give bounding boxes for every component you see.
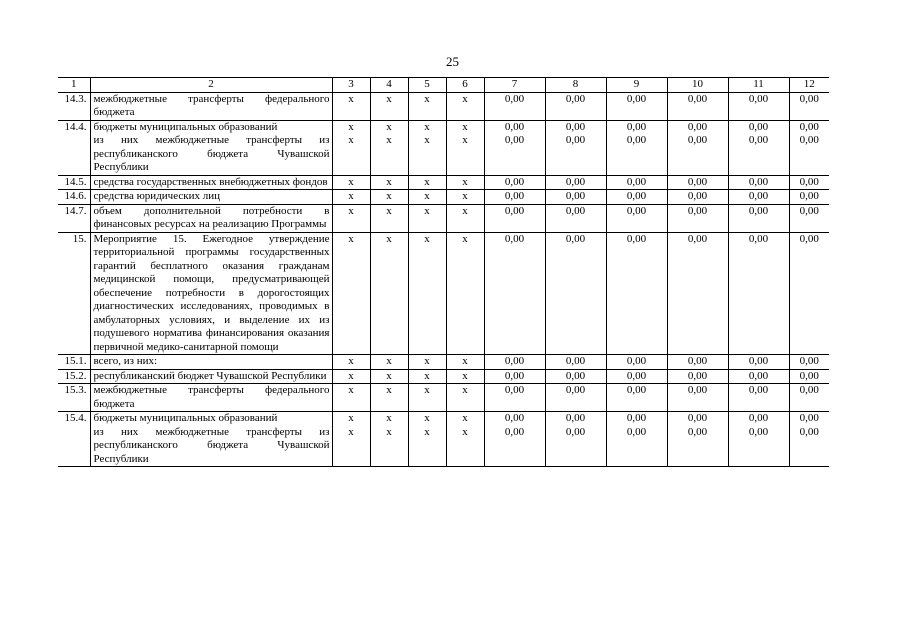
- row-number: 14.5.: [58, 175, 90, 190]
- marker-cell: x: [446, 232, 484, 355]
- header-cell: 7: [484, 78, 545, 93]
- marker-cell: x: [408, 384, 446, 412]
- marker-cell: x: [408, 232, 446, 355]
- value-cell: 0,00: [728, 355, 789, 370]
- budget-table: [58, 77, 829, 467]
- marker-cell: x: [370, 120, 408, 134]
- marker-cell: x: [446, 355, 484, 370]
- page-number: 25: [446, 54, 459, 69]
- table-row: [58, 426, 829, 467]
- value-cell: 0,00: [545, 426, 606, 467]
- value-cell: 0,00: [606, 426, 667, 467]
- value-cell: 0,00: [667, 134, 728, 175]
- marker-cell: x: [446, 134, 484, 175]
- header-cell: 5: [408, 78, 446, 93]
- value-cell: 0,00: [667, 232, 728, 355]
- marker-cell: x: [332, 190, 370, 205]
- marker-cell: x: [332, 175, 370, 190]
- marker-cell: x: [446, 384, 484, 412]
- row-description: межбюджетные трансферты федерального бюджета: [90, 92, 332, 120]
- marker-cell: x: [332, 426, 370, 467]
- row-description: средства государственных внебюджетных фондов: [90, 175, 332, 190]
- value-cell: 0,00: [728, 134, 789, 175]
- table-row: [58, 355, 829, 370]
- value-cell: 0,00: [789, 120, 829, 134]
- value-cell: 0,00: [789, 355, 829, 370]
- row-description: из них межбюджетные трансферты из республиканского бюджета Чувашской Республики: [90, 426, 332, 467]
- row-number: 15.2.: [58, 369, 90, 384]
- value-cell: 0,00: [484, 175, 545, 190]
- header-cell: 4: [370, 78, 408, 93]
- marker-cell: x: [332, 412, 370, 426]
- row-description: межбюджетные трансферты федерального бюджета: [90, 384, 332, 412]
- marker-cell: x: [446, 426, 484, 467]
- marker-cell: x: [370, 92, 408, 120]
- table-row: [58, 369, 829, 384]
- marker-cell: x: [332, 134, 370, 175]
- row-number: 14.4.: [58, 120, 90, 134]
- value-cell: 0,00: [667, 175, 728, 190]
- value-cell: 0,00: [606, 175, 667, 190]
- marker-cell: x: [370, 175, 408, 190]
- table-row: [58, 412, 829, 426]
- value-cell: 0,00: [484, 204, 545, 232]
- marker-cell: x: [408, 134, 446, 175]
- marker-cell: x: [446, 412, 484, 426]
- header-cell: 9: [606, 78, 667, 93]
- value-cell: 0,00: [667, 412, 728, 426]
- table-row: [58, 175, 829, 190]
- marker-cell: x: [332, 92, 370, 120]
- marker-cell: x: [408, 369, 446, 384]
- value-cell: 0,00: [728, 204, 789, 232]
- marker-cell: x: [370, 190, 408, 205]
- row-number: [58, 134, 90, 175]
- table-row: [58, 384, 829, 412]
- value-cell: 0,00: [789, 426, 829, 467]
- row-description: объем дополнительной потребности в финансовых ресурсах на реализацию Программы: [90, 204, 332, 232]
- row-number: 15.3.: [58, 384, 90, 412]
- value-cell: 0,00: [484, 134, 545, 175]
- value-cell: 0,00: [789, 175, 829, 190]
- marker-cell: x: [332, 384, 370, 412]
- header-cell: 1: [58, 78, 90, 93]
- marker-cell: x: [370, 426, 408, 467]
- table-row: [58, 92, 829, 120]
- marker-cell: x: [332, 355, 370, 370]
- value-cell: 0,00: [545, 412, 606, 426]
- header-cell: 2: [90, 78, 332, 93]
- row-number: 14.3.: [58, 92, 90, 120]
- marker-cell: x: [370, 232, 408, 355]
- marker-cell: x: [408, 412, 446, 426]
- value-cell: 0,00: [545, 92, 606, 120]
- value-cell: 0,00: [728, 426, 789, 467]
- value-cell: 0,00: [667, 190, 728, 205]
- row-number: 15.: [58, 232, 90, 355]
- value-cell: 0,00: [789, 134, 829, 175]
- value-cell: 0,00: [728, 92, 789, 120]
- value-cell: 0,00: [606, 204, 667, 232]
- value-cell: 0,00: [545, 175, 606, 190]
- marker-cell: x: [408, 426, 446, 467]
- marker-cell: x: [332, 120, 370, 134]
- marker-cell: x: [446, 120, 484, 134]
- header-cell: 10: [667, 78, 728, 93]
- value-cell: 0,00: [545, 120, 606, 134]
- row-number: 14.7.: [58, 204, 90, 232]
- marker-cell: x: [408, 190, 446, 205]
- value-cell: 0,00: [545, 384, 606, 412]
- value-cell: 0,00: [484, 92, 545, 120]
- value-cell: 0,00: [545, 134, 606, 175]
- value-cell: 0,00: [728, 232, 789, 355]
- value-cell: 0,00: [789, 369, 829, 384]
- value-cell: 0,00: [484, 384, 545, 412]
- value-cell: 0,00: [545, 204, 606, 232]
- value-cell: 0,00: [606, 190, 667, 205]
- header-cell: 8: [545, 78, 606, 93]
- header-cell: 12: [789, 78, 829, 93]
- marker-cell: x: [408, 204, 446, 232]
- value-cell: 0,00: [545, 190, 606, 205]
- value-cell: 0,00: [728, 412, 789, 426]
- marker-cell: x: [370, 134, 408, 175]
- value-cell: 0,00: [789, 412, 829, 426]
- value-cell: 0,00: [606, 232, 667, 355]
- value-cell: 0,00: [606, 384, 667, 412]
- value-cell: 0,00: [667, 92, 728, 120]
- value-cell: 0,00: [484, 412, 545, 426]
- value-cell: 0,00: [545, 355, 606, 370]
- marker-cell: x: [370, 355, 408, 370]
- marker-cell: x: [332, 232, 370, 355]
- table-row: [58, 134, 829, 175]
- value-cell: 0,00: [728, 369, 789, 384]
- value-cell: 0,00: [484, 190, 545, 205]
- value-cell: 0,00: [789, 384, 829, 412]
- value-cell: 0,00: [789, 190, 829, 205]
- marker-cell: x: [370, 412, 408, 426]
- value-cell: 0,00: [484, 232, 545, 355]
- header-row: [58, 78, 829, 93]
- value-cell: 0,00: [484, 369, 545, 384]
- value-cell: 0,00: [667, 204, 728, 232]
- value-cell: 0,00: [789, 92, 829, 120]
- row-number: 14.6.: [58, 190, 90, 205]
- value-cell: 0,00: [789, 204, 829, 232]
- value-cell: 0,00: [484, 355, 545, 370]
- marker-cell: x: [446, 175, 484, 190]
- marker-cell: x: [408, 355, 446, 370]
- table-row: [58, 232, 829, 355]
- value-cell: 0,00: [606, 369, 667, 384]
- value-cell: 0,00: [606, 134, 667, 175]
- value-cell: 0,00: [667, 120, 728, 134]
- header-cell: 6: [446, 78, 484, 93]
- row-description: из них межбюджетные трансферты из республиканского бюджета Чувашской Республики: [90, 134, 332, 175]
- value-cell: 0,00: [789, 232, 829, 355]
- value-cell: 0,00: [606, 355, 667, 370]
- marker-cell: x: [446, 204, 484, 232]
- value-cell: 0,00: [728, 190, 789, 205]
- value-cell: 0,00: [606, 412, 667, 426]
- table-row: [58, 190, 829, 205]
- marker-cell: x: [370, 204, 408, 232]
- value-cell: 0,00: [484, 426, 545, 467]
- value-cell: 0,00: [545, 232, 606, 355]
- marker-cell: x: [446, 369, 484, 384]
- value-cell: 0,00: [667, 384, 728, 412]
- marker-cell: x: [408, 175, 446, 190]
- marker-cell: x: [370, 384, 408, 412]
- header-cell: 3: [332, 78, 370, 93]
- marker-cell: x: [370, 369, 408, 384]
- row-description: средства юридических лиц: [90, 190, 332, 205]
- marker-cell: x: [332, 204, 370, 232]
- value-cell: 0,00: [606, 92, 667, 120]
- value-cell: 0,00: [667, 426, 728, 467]
- table-row: [58, 204, 829, 232]
- value-cell: 0,00: [484, 120, 545, 134]
- value-cell: 0,00: [728, 384, 789, 412]
- value-cell: 0,00: [606, 120, 667, 134]
- value-cell: 0,00: [728, 120, 789, 134]
- row-number: 15.4.: [58, 412, 90, 426]
- row-description: республиканский бюджет Чувашской Республики: [90, 369, 332, 384]
- row-number: [58, 426, 90, 467]
- value-cell: 0,00: [667, 355, 728, 370]
- header-cell: 11: [728, 78, 789, 93]
- marker-cell: x: [446, 92, 484, 120]
- marker-cell: x: [446, 190, 484, 205]
- table-row: [58, 120, 829, 134]
- row-description: бюджеты муниципальных образований: [90, 412, 332, 426]
- marker-cell: x: [408, 92, 446, 120]
- marker-cell: x: [332, 369, 370, 384]
- row-description: Мероприятие 15. Ежегодное утверждение территориальной программы государственных гарантий бесплатного оказания гражданам медицинской помощи, предусматривающей обеспечение потребности в дорогостоящих диагностических исследованиях, проводимых в амбулаторных условиях, и выделение их из подушевого норматива финансирования оказания первичной медико-санитарной помощи: [90, 232, 332, 355]
- row-description: всего, из них:: [90, 355, 332, 370]
- marker-cell: x: [408, 120, 446, 134]
- row-description: бюджеты муниципальных образований: [90, 120, 332, 134]
- value-cell: 0,00: [667, 369, 728, 384]
- value-cell: 0,00: [728, 175, 789, 190]
- value-cell: 0,00: [545, 369, 606, 384]
- row-number: 15.1.: [58, 355, 90, 370]
